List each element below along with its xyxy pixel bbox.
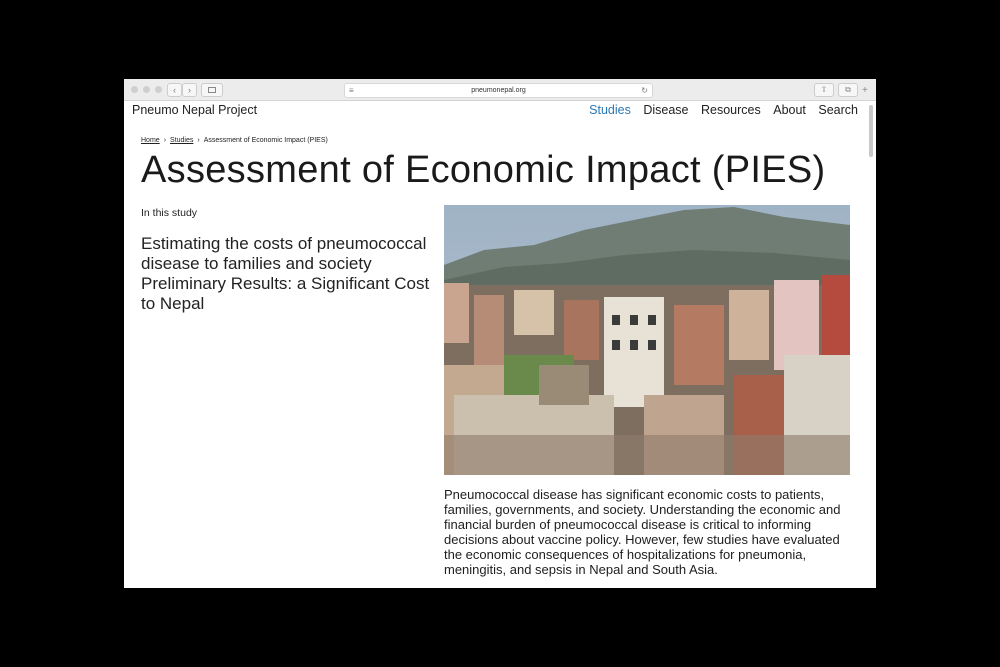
nav-studies[interactable]: Studies [589,103,631,117]
page-title: Assessment of Economic Impact (PIES) [141,149,826,191]
breadcrumb-home[interactable]: Home [141,137,160,144]
breadcrumb-separator: › [163,137,167,144]
hero-image [444,205,850,475]
minimize-window-button[interactable] [143,86,150,93]
nav-disease[interactable]: Disease [643,103,689,117]
nav-resources[interactable]: Resources [701,103,761,117]
url-text: pneumonepal.org [471,87,526,94]
scrollbar[interactable] [868,101,874,588]
sidebar-toggle-button[interactable] [201,83,223,97]
study-link-preliminary-results[interactable]: Preliminary Results: a Significant Cost to Nepal [141,274,430,313]
address-bar[interactable] [344,83,653,98]
tabs-icon: ⧉ [845,85,851,94]
tabs-button[interactable] [838,83,858,97]
study-description: Pneumococcal disease has significant economic costs to patients, families, governments, and society. Understanding the economic and financial burden of pneumococcal disease is critical to informing decisions about vaccine policy. However, few studies have evaluated the economic consequences of hospitalizations for pneumonia, meningitis, and sepsis in Nepal and South Asia. [444,487,841,577]
breadcrumb [141,137,328,144]
breadcrumb-separator: › [197,137,200,144]
breadcrumb-studies[interactable]: Studies [170,137,194,144]
chevron-right-icon: › [188,85,191,95]
browser-toolbar [124,79,876,101]
chevron-left-icon: ‹ [173,85,176,95]
breadcrumb-current: Assessment of Economic Impact (PIES) [203,137,328,144]
forward-button[interactable] [182,83,197,97]
browser-window [124,79,876,588]
main-nav [580,103,858,117]
nav-about[interactable]: About [773,103,806,117]
new-tab-button[interactable]: + [862,85,868,96]
reload-icon[interactable]: ↻ [641,86,648,95]
share-button[interactable] [814,83,834,97]
sidebar-icon [208,87,216,93]
back-button[interactable] [167,83,182,97]
study-link-estimating-costs[interactable]: Estimating the costs of pneumococcal disease to families and society [141,234,427,273]
share-icon: ⇧ [820,85,828,94]
zoom-window-button[interactable] [155,86,162,93]
in-this-study-label: In this study [141,207,198,219]
nav-search[interactable]: Search [818,103,858,117]
reader-icon[interactable]: ≡ [349,86,354,95]
site-title[interactable]: Pneumo Nepal Project [132,103,258,117]
scroll-thumb[interactable] [869,105,873,157]
close-window-button[interactable] [131,86,138,93]
study-links [141,234,431,314]
kathmandu-cityscape-photo [444,205,850,475]
